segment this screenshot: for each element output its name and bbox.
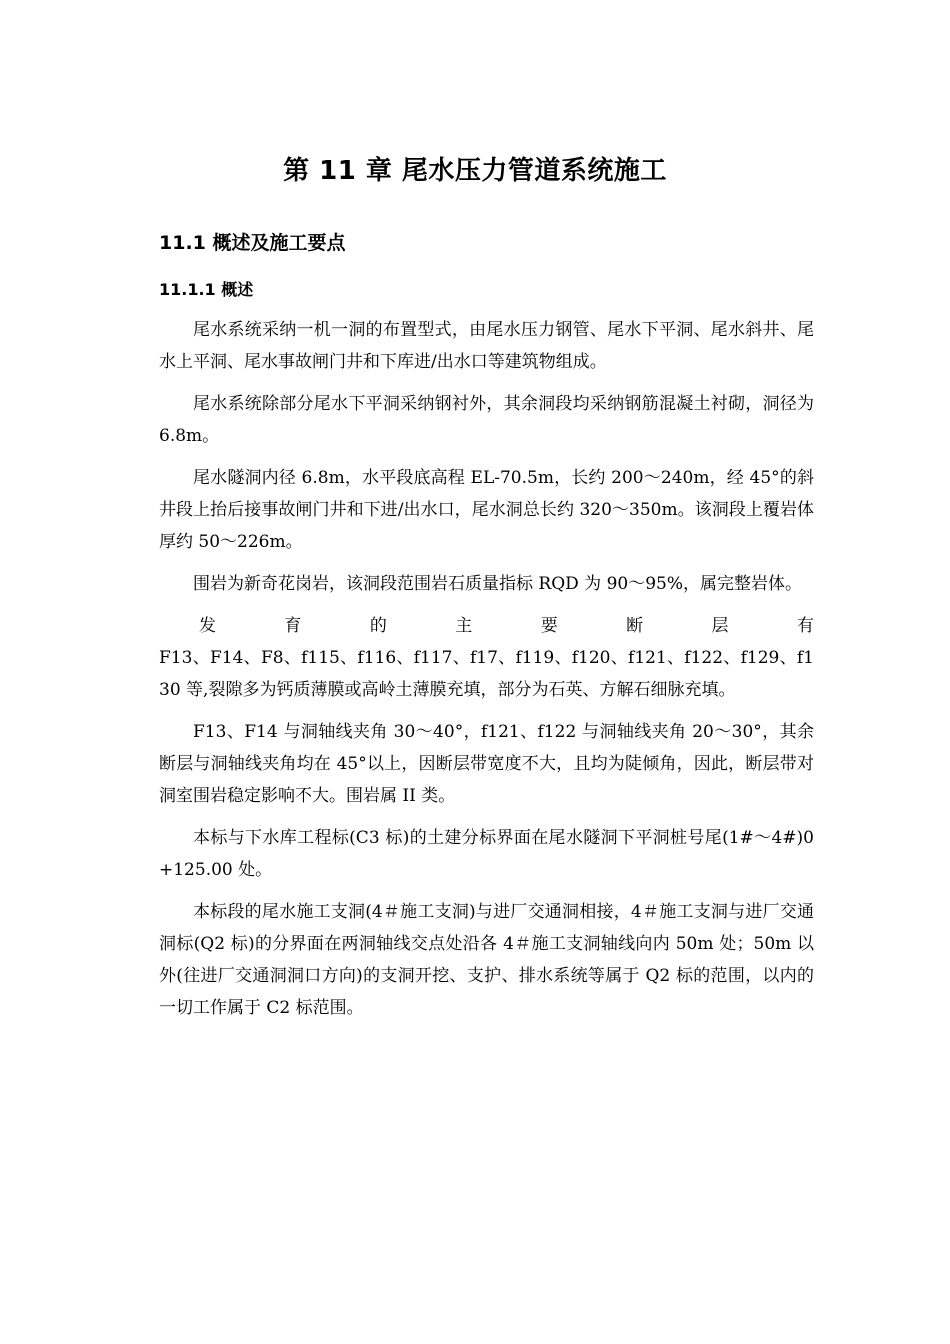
section-title: 11.1 概述及施工要点: [159, 232, 346, 254]
paragraph-faults: [159, 610, 814, 706]
paragraph-fault-angles: F13、F14 与洞轴线夹角 30～40°，f121、f122 与洞轴线夹角 20～30°，其余断层与洞轴线夹角均在 45°以上，因断层带宽度不大，且均为陡倾角，因此，断层带对洞室围岩稳定影响不大。围岩属 II 类。: [159, 722, 814, 806]
faults-heading-line: [159, 610, 814, 642]
faults-heading-char: 主: [455, 616, 473, 636]
paragraph-tunnel-dimensions: 尾水隧洞内径 6.8m，水平段底高程 EL-70.5m，长约 200～240m，经 45°的斜井段上抬后接事故闸门井和下进/出水口，尾水洞总长约 320～350m。该洞段上覆岩体厚约 50～226m。: [159, 468, 814, 552]
faults-heading-char: 层: [711, 616, 729, 636]
chapter-title: 第 11 章 尾水压力管道系统施工: [283, 156, 667, 186]
paragraph-lining: 尾水系统除部分尾水下平洞采纳钢衬外，其余洞段均采纳钢筋混凝土衬砌，洞径为 6.8m。: [159, 394, 814, 446]
faults-list-text: F13、F14、F8、f115、f116、f117、f17、f119、f120、f121、f122、f129、f130 等,裂隙多为钙质薄膜或高岭土薄膜充填，部分为石英、方解石细脉充填。: [159, 648, 814, 700]
faults-heading-char: 育: [284, 616, 302, 636]
paragraph-contract-boundary: 本标与下水库工程标(C3 标)的土建分标界面在尾水隧洞下平洞桩号尾(1#～4#)0+125.00 处。: [159, 828, 814, 880]
paragraph-adit-boundary: 本标段的尾水施工支洞(4＃施工支洞)与进厂交通洞相接，4＃施工支洞与进厂交通洞标(Q2 标)的分界面在两洞轴线交点处沿各 4＃施工支洞轴线向内 50m 处；50m 以外(往进厂交通洞洞口方向)的支洞开挖、支护、排水系统等属于 Q2 标的范围，以内的一切工作属于 C2 标范围。: [159, 902, 814, 1018]
faults-heading-char: 发: [199, 616, 216, 636]
document-body: [159, 314, 814, 1034]
paragraph-rock-quality: 围岩为新奇花岗岩，该洞段范围岩石质量指标 RQD 为 90～95%，属完整岩体。: [193, 574, 802, 594]
faults-heading-char: 断: [626, 616, 644, 636]
paragraph-overview: 尾水系统采纳一机一洞的布置型式，由尾水压力钢管、尾水下平洞、尾水斜井、尾水上平洞、尾水事故闸门井和下库进/出水口等建筑物组成。: [159, 320, 814, 372]
subsection-title: 11.1.1 概述: [159, 280, 254, 299]
faults-heading-char: 有: [796, 616, 814, 636]
faults-heading-char: 要: [540, 616, 558, 636]
faults-heading-char: 的: [369, 616, 387, 636]
